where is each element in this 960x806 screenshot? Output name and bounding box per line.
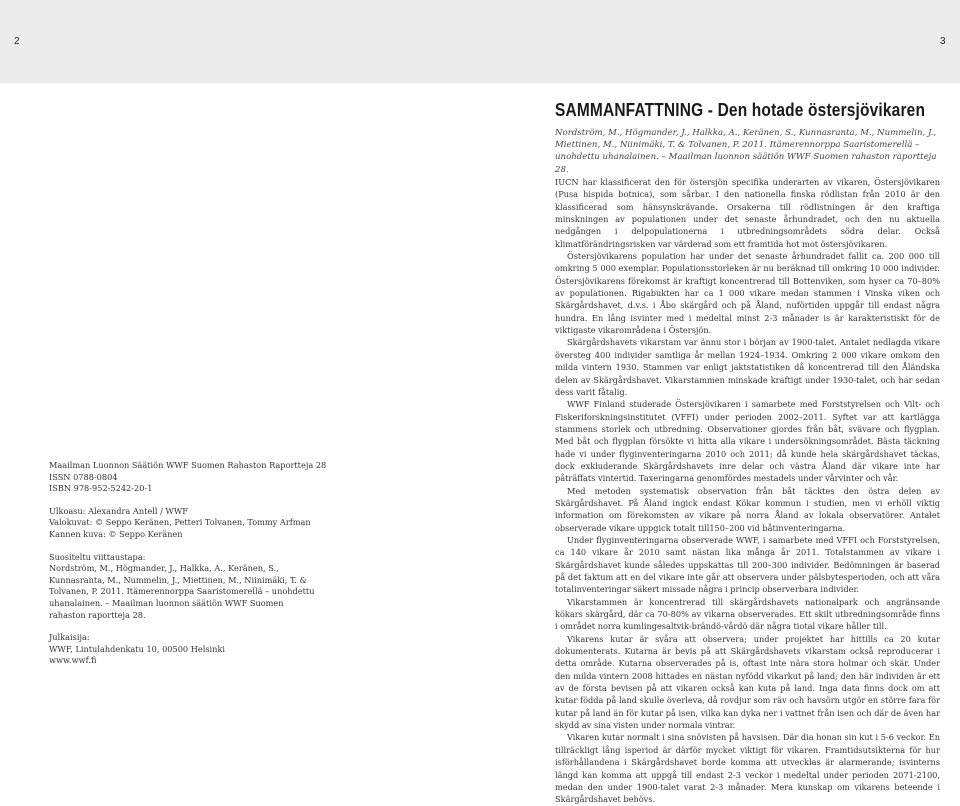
summary-title: SAMMANFATTNING - Den hotade östersjövikaren — [555, 100, 926, 120]
isbn: ISBN 978-952-5242-20-1 — [49, 483, 153, 494]
paragraph: Med metoden systematisk observation från båt täcktes den östra delen av Skärgårdshavet. På Åland ingick endast Kökar kommun i studien, men vi erhöll viktig information om förekomsten av vikare på norra Åland av lokala observatörer. Antalet observerade vikare uppgick totalt till150–200 vid båtinventeringarna. — [555, 485, 940, 533]
paragraph: Vikaren kutar normalt i sina snövisten på havsisen. Där dia honan sin kut i 5-6 veckor. En tillräckligt lång isperiod är därför mycket viktigt för vikaren. Framtidsutsikterna för hur isförhållandena i Skärgårdshavet borde komma att utvecklas är alarmerande; isvinterns längd kan komma att uppgå till endast 2-3 veckor i medeltal under perioden 2071-2100, medan den under 1900-talet varat 2-3 månader. Mera kunskap om vikarens beteende i Skärgårdshavet behövs. — [555, 732, 940, 805]
reference-label: Suositeltu viittaustapa: — [49, 551, 146, 562]
paragraph: Under flyginventeringarna observerade WWF, i samarbete med VFFI och Forststyrelsen, ca 140 vikare år 2010 samt nästan lika många år 2011. Totalstammen av vikare i Skärgårdshavet kunde således uppskattas till 200–300 individer. Bedömningen är baserad på det faktum att en del vikare inte går att observera under pälsbytesperioden, och att våra totalinventeringar säkert missade några i princip observerbara individer. — [555, 534, 940, 595]
publisher-address: WWF, Lintulahdenkatu 10, 00500 Helsinki — [49, 643, 226, 654]
paragraph: WWF Finland studerade Östersjövikaren i samarbete med Forststyrelsen och Vilt- och Fiskeriforskningsinstitutet (VFFI) under perioden 2002–2011. Syftet var att kartlägga stammens storlek och utbredning. Observationer gjordes från båt, svävare och flygplan. Med båt och flygplan försökte vi hitta alla vikare i undersökningsområdet. Bästa täckning hade vi under flyginventeringarna 2010 och 2011; då kunde hela skärgårdshavet täckas, dock exkluderande Skärgårdshavets inre delar och västra Åland där vikare inte har påträffats vintertid. Taxeringarna genomfördes mestadels under vårvinter och vår. — [555, 399, 940, 484]
website-link[interactable]: www.wwf.fi — [49, 655, 97, 666]
page-number-left: 2 — [14, 36, 20, 47]
publisher-label: Julkaisija: — [49, 632, 90, 643]
summary-body — [555, 176, 940, 806]
page-number-right: 3 — [940, 36, 946, 47]
paragraph: Skärgårdshavets vikarstam var ännu stor i början av 1900-talet. Antalet nedlagda vikare översteg 400 individer samtliga år mellan 1924–1934. Omkring 2 000 vikare omkom den milda vintern 1930. Stammen var enligt jaktstatistiken då koncentrerad till den Åländska delen av Skärgårdshavet. Vikarstammen minskade kraftigt under 1930-talet, och har sedan dess varit fåtalig. — [555, 337, 940, 397]
reference-text: Nordström, M., Högmander, J., Halkka, A., Keränen, S., Kunnasranta, M., Nummelin, J., Miettinen, M., Niinimäki, T. & Tolvanen, P. 2011. Itämerennorppa Saaristomerellä – unohdettu uhanalainen. – Maailman luonnon säätiön WWF Suomen rahaston raportteja 28. — [49, 563, 315, 620]
cover-credit: Kannen kuva: © Seppo Keränen — [49, 528, 183, 539]
header-band — [0, 0, 960, 83]
paragraph: IUCN har klassificerat den för östersjön specifika underarten av vikaren, Östersjövikaren (Pusa hispida botnica), som sårbar. I den nationella finska rödlistan från 2010 är den klassificerad som hänsynskrävande. Orsakerna till rödlistningen är den kraftiga minskningen av populationen under det senaste århundradet, och den nu aktuella nedgången i delpopulationerna i utbredningsområdets södra delar. Också klimatförändringsrisken var värderad som ett framtida hot mot östersjövikaren. — [555, 177, 940, 249]
issn: ISSN 0788-0804 — [49, 471, 118, 482]
paragraph: Östersjövikarens population har under det senaste århundradet fallit ca. 200 000 till omkring 5 000 exemplar. Populationsstorleken är nu beräknad till omkring 10 000 individer. Östersjövikarens förekomst är kraftigt koncentrerad till Bottenviken, som hyser ca 70–80% av populationen. Rigabukten har ca 1 000 vikare medan stammen i Vinska viken och Skärgårdshavet, d.v.s. i Åbo skärgård och på Åland, nuförtiden uppgår till endast några hundra. En lång isvinter med i medeltal minst 2-3 månader is är karakteristiskt för de viktigaste vikarområdena i Östersjön. — [555, 251, 940, 336]
paragraph: Vikarstammen är koncentrerad till skärgårdshavets nationalpark och angränsande kökars skärgård, där ca 70-80% av vikarna observerades. Ett skilt utbredningsområde finns i området norra kumlingesaltvik-brändö-vårdö där några tiotal vikare håller till. — [555, 596, 940, 632]
paragraph: Vikarens kutar är svåra att observera; under projektet har hittills ca 20 kutar dokumenterats. Kutarna är bevis på att Skärgårdshavets vikarstam också reproducerar i detta område. Kutarna observerades på is, oftast inte nära stora holmar och skär. Under den milda vintern 2008 hittades en nästan nyfödd vikarkut på land; den här individen är ett av de första bevisen på att vikaren också kan kuta på land. Inga data finns dock om att kutar födda på land skulle överleva, då rovdjur som räv och havsörn utgör en större fara för kutar på land än för kutar på isen, vilka kan dyka ner i vattnet från isen och där de även har skydd av sina visten under normala vintrar. — [555, 633, 940, 731]
layout-credit: Ulkoasu: Alexandra Antell / WWF — [49, 505, 188, 516]
colophon — [49, 460, 349, 667]
citation: Nordström, M., Högmander, J., Halkka, A., Keränen, S., Kunnasranta, M., Nummelin, J., Miettinen, M., Niinimäki, T. & Tolvanen, P. 2011. Itämerennorppa Saaristomerellä – unohdettu uhanalainen. – Maailman luonnon säätiön WWF Suomen rahaston raportteja 28. — [555, 128, 937, 175]
series-title: Maailman Luonnon Säätiön WWF Suomen Rahaston Raportteja 28 — [49, 460, 327, 470]
photo-credit: Valokuvat: © Seppo Keränen, Petteri Tolvanen, Tommy Arfman — [49, 517, 311, 528]
